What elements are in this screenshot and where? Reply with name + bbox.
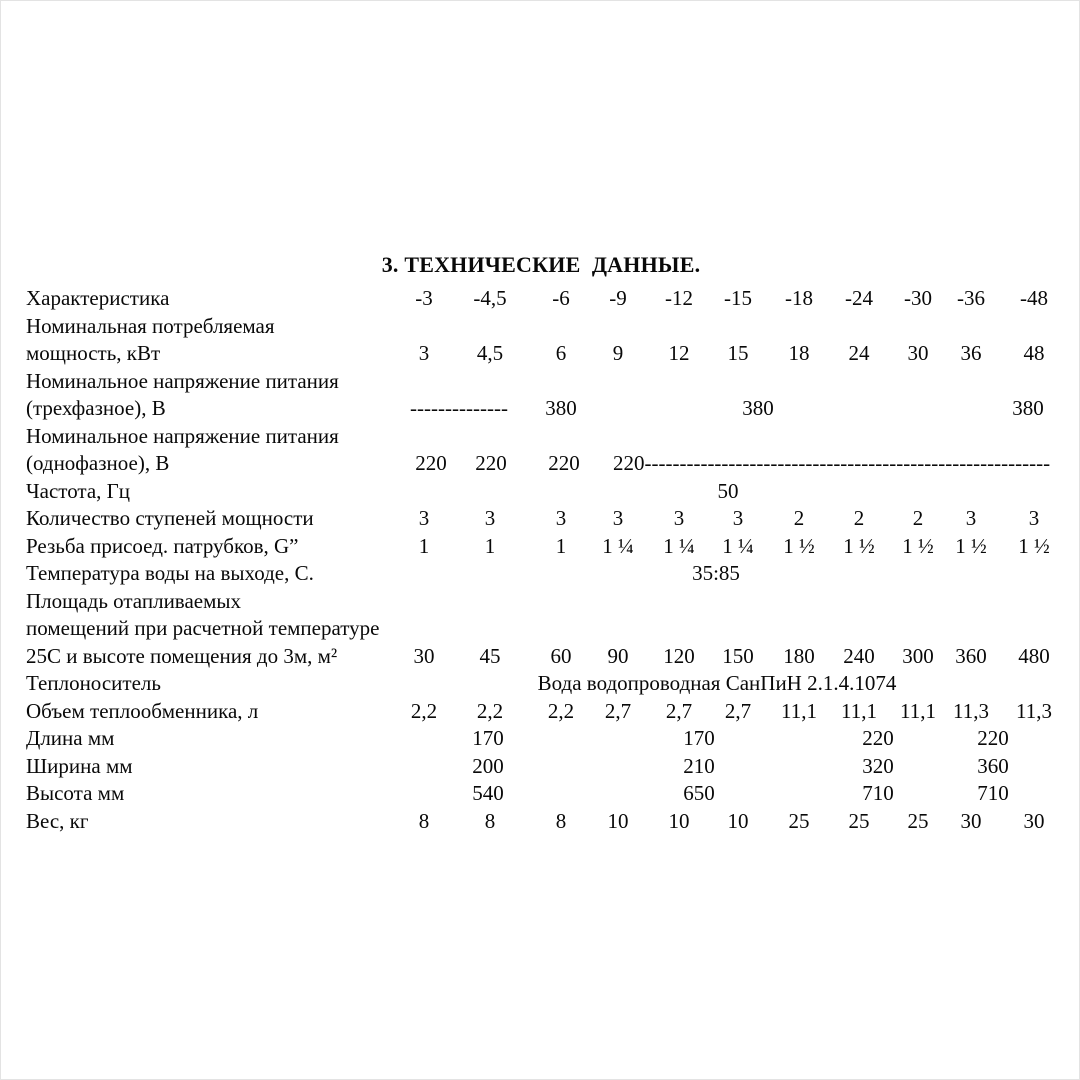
table-cell: 30 bbox=[907, 341, 929, 365]
table-cell: 1 ¼ bbox=[722, 533, 754, 558]
table-cell: 15 bbox=[727, 341, 749, 365]
table-cell: 8 bbox=[418, 808, 430, 833]
table-cell: 1 bbox=[418, 533, 430, 558]
table-cell: 120 bbox=[663, 643, 695, 668]
table-cell: 11,1 bbox=[841, 698, 877, 723]
table-cell: 3 bbox=[484, 506, 496, 530]
table-cell: 25 bbox=[907, 808, 929, 833]
table-cell: 25 bbox=[848, 808, 870, 833]
row-label: Теплоноситель bbox=[26, 671, 161, 695]
table-cell: -48 bbox=[1020, 286, 1048, 310]
row-label: Резьба присоед. патрубков, G” bbox=[26, 533, 299, 558]
power-steps-row bbox=[1, 506, 1080, 533]
voltage-3ph-label-line1 bbox=[1, 369, 1080, 396]
table-cell: 2,7 bbox=[665, 698, 693, 723]
table-cell: 200 bbox=[472, 753, 504, 778]
table-cell: 45 bbox=[479, 643, 501, 668]
table-cell: 3 bbox=[612, 506, 624, 530]
row-label: Номинальное напряжение питания bbox=[26, 423, 339, 448]
row-label: Частота, Гц bbox=[26, 478, 131, 503]
voltage-1ph-label-line1 bbox=[1, 424, 1080, 451]
table-cell: 220 bbox=[415, 451, 447, 475]
width-row bbox=[1, 754, 1080, 781]
table-cell: 2,2 bbox=[476, 698, 504, 723]
table-cell: 18 bbox=[788, 341, 810, 365]
row-label: мощность, кВт bbox=[26, 341, 161, 365]
table-cell: 10 bbox=[727, 808, 749, 833]
table-cell: 8 bbox=[484, 808, 496, 833]
table-cell: -3 bbox=[415, 286, 433, 310]
table-cell: 2,7 bbox=[604, 698, 632, 723]
table-cell: -18 bbox=[785, 286, 813, 310]
table-cell: 6 bbox=[555, 341, 567, 365]
table-cell: 3 bbox=[965, 506, 977, 530]
table-cell: 1 ½ bbox=[902, 533, 934, 558]
table-cell: -24 bbox=[845, 286, 873, 310]
table-cell: 90 bbox=[607, 643, 629, 668]
table-cell: 540 bbox=[472, 781, 504, 805]
table-cell: 380 bbox=[742, 396, 774, 420]
row-label: Длина мм bbox=[26, 726, 115, 750]
table-cell: 3 bbox=[732, 506, 744, 530]
row-label: Вес, кг bbox=[26, 808, 89, 833]
table-cell: 180 bbox=[783, 643, 815, 668]
table-cell: 360 bbox=[955, 643, 987, 668]
table-cell: 1 bbox=[555, 533, 567, 558]
table-cell: 30 bbox=[1023, 808, 1045, 833]
table-cell: 710 bbox=[862, 781, 894, 805]
table-cell: 1 bbox=[484, 533, 496, 558]
length-row bbox=[1, 726, 1080, 753]
voltage-1ph-row bbox=[1, 451, 1080, 478]
row-label: Площадь отапливаемых bbox=[26, 588, 241, 613]
table-cell: 220 bbox=[862, 726, 894, 750]
power-label-line1 bbox=[1, 314, 1080, 341]
table-cell: 220---------------------------------------------------------- bbox=[613, 451, 1051, 475]
table-cell: 710 bbox=[977, 781, 1009, 805]
area-row bbox=[1, 644, 1080, 671]
table-cell: 35:85 bbox=[692, 561, 740, 585]
table-cell: 9 bbox=[612, 341, 624, 365]
table-cell: 3 bbox=[418, 506, 430, 530]
row-label: Количество ступеней мощности bbox=[26, 506, 314, 530]
table-cell: 2,7 bbox=[724, 698, 752, 723]
table-cell: -15 bbox=[724, 286, 752, 310]
table-cell: 2 bbox=[793, 506, 805, 530]
table-cell: 4,5 bbox=[476, 341, 504, 365]
table-cell: 11,3 bbox=[1016, 698, 1052, 723]
table-cell: 220 bbox=[475, 451, 507, 475]
exchanger-volume-row bbox=[1, 699, 1080, 726]
table-cell: 3 bbox=[555, 506, 567, 530]
table-cell: 11,3 bbox=[953, 698, 989, 723]
table-cell: Вода водопроводная СанПиН 2.1.4.1074 bbox=[537, 671, 897, 695]
table-cell: 24 bbox=[848, 341, 870, 365]
table-cell: 50 bbox=[717, 478, 739, 503]
table-cell: 1 ¼ bbox=[663, 533, 695, 558]
row-label: Номинальная потребляемая bbox=[26, 313, 275, 338]
water-temp-row bbox=[1, 561, 1080, 588]
table-cell: 380 bbox=[545, 396, 577, 420]
weight-row bbox=[1, 809, 1080, 836]
table-cell: 25 bbox=[788, 808, 810, 833]
row-label: Ширина мм bbox=[26, 753, 133, 778]
table-cell: -30 bbox=[904, 286, 932, 310]
header-row bbox=[1, 286, 1080, 313]
table-cell: 240 bbox=[843, 643, 875, 668]
height-row bbox=[1, 781, 1080, 808]
table-cell: 48 bbox=[1023, 341, 1045, 365]
table-cell: 650 bbox=[683, 781, 715, 805]
table-cell: 320 bbox=[862, 753, 894, 778]
table-cell: 220 bbox=[548, 451, 580, 475]
table-cell: 300 bbox=[902, 643, 934, 668]
row-label: Объем теплообменника, л bbox=[26, 698, 259, 723]
row-label: (трехфазное), В bbox=[26, 396, 166, 420]
table-cell: 1 ½ bbox=[1018, 533, 1050, 558]
table-cell: 170 bbox=[683, 726, 715, 750]
table-cell: 360 bbox=[977, 753, 1009, 778]
table-cell: -4,5 bbox=[473, 286, 507, 310]
table-cell: 8 bbox=[555, 808, 567, 833]
area-label-line1 bbox=[1, 589, 1080, 616]
table-cell: -12 bbox=[665, 286, 693, 310]
table-cell: 380 bbox=[1012, 396, 1044, 420]
row-label: (однофазное), В bbox=[26, 451, 170, 475]
table-cell: 210 bbox=[683, 753, 715, 778]
table-cell: -36 bbox=[957, 286, 985, 310]
frequency-row bbox=[1, 479, 1080, 506]
table-cell: 30 bbox=[413, 643, 435, 668]
page-title: 3. ТЕХНИЧЕСКИЕ ДАННЫЕ. bbox=[381, 252, 701, 277]
table-cell: 1 ½ bbox=[843, 533, 875, 558]
table-cell: 170 bbox=[472, 726, 504, 750]
area-label-line2 bbox=[1, 616, 1080, 643]
table-cell: 1 ½ bbox=[783, 533, 815, 558]
row-label: Номинальное напряжение питания bbox=[26, 368, 339, 393]
coolant-row bbox=[1, 671, 1080, 698]
table-cell: -9 bbox=[609, 286, 627, 310]
table-cell: 3 bbox=[673, 506, 685, 530]
table-cell: 1 ¼ bbox=[602, 533, 634, 558]
table-cell: 12 bbox=[668, 341, 690, 365]
table-cell: 3 bbox=[418, 341, 430, 365]
table-cell: 10 bbox=[668, 808, 690, 833]
table-cell: 36 bbox=[960, 341, 982, 365]
table-cell: 2,2 bbox=[410, 698, 438, 723]
table-cell: -6 bbox=[552, 286, 570, 310]
table-cell: 10 bbox=[607, 808, 629, 833]
row-label: Характеристика bbox=[26, 286, 170, 310]
row-label: помещений при расчетной температуре bbox=[26, 616, 380, 640]
row-label: 25С и высоте помещения до 3м, м² bbox=[26, 643, 338, 668]
table-cell: 2 bbox=[853, 506, 865, 530]
table-cell: 11,1 bbox=[900, 698, 936, 723]
voltage-3ph-row bbox=[1, 396, 1080, 423]
row-label: Высота мм bbox=[26, 781, 125, 805]
table-cell: 60 bbox=[550, 643, 572, 668]
table-cell: 2,2 bbox=[547, 698, 575, 723]
table-cell: 480 bbox=[1018, 643, 1050, 668]
table-cell: 3 bbox=[1028, 506, 1040, 530]
table-cell: 150 bbox=[722, 643, 754, 668]
row-label: Температура воды на выходе, С. bbox=[26, 561, 314, 585]
thread-row bbox=[1, 534, 1080, 561]
table-cell: 2 bbox=[912, 506, 924, 530]
power-row bbox=[1, 341, 1080, 368]
table-cell: 220 bbox=[977, 726, 1009, 750]
table-cell: 30 bbox=[960, 808, 982, 833]
table-cell: -------------- bbox=[410, 396, 508, 420]
table-cell: 1 ½ bbox=[955, 533, 987, 558]
table-cell: 11,1 bbox=[781, 698, 817, 723]
